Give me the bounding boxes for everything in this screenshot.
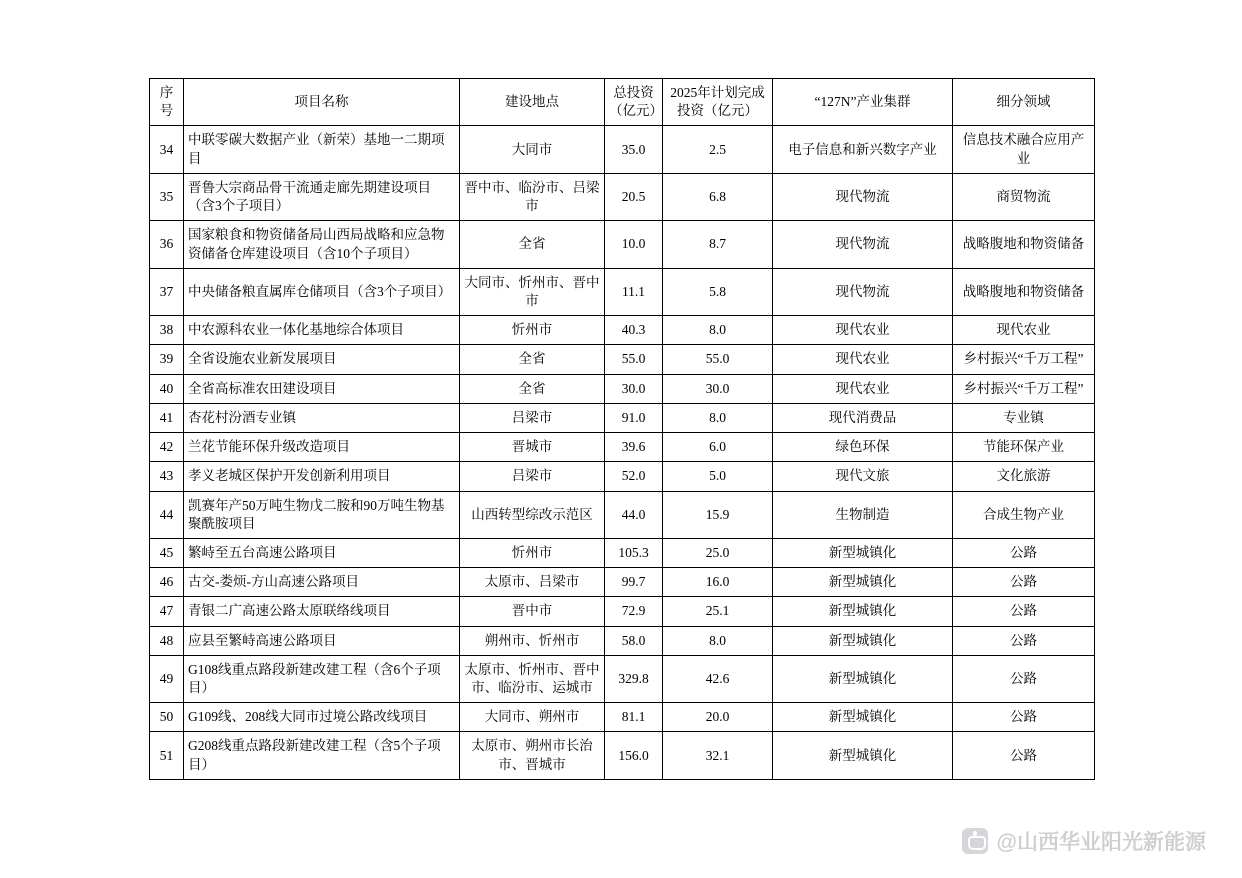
cell-field: 公路 [953,703,1095,732]
cell-location: 全省 [460,221,605,268]
cell-name: 繁峙至五台高速公路项目 [184,538,460,567]
cell-location: 全省 [460,374,605,403]
cell-seq: 48 [150,626,184,655]
cell-field: 乡村振兴“千万工程” [953,345,1095,374]
cell-field: 现代农业 [953,316,1095,345]
table-body [150,126,1095,779]
cell-total_investment: 35.0 [605,126,663,173]
column-header-name: 项目名称 [184,79,460,126]
table-row [150,345,1095,374]
cell-name: 孝义老城区保护开发创新利用项目 [184,462,460,491]
cell-field: 乡村振兴“千万工程” [953,374,1095,403]
cell-location: 晋城市 [460,433,605,462]
cell-name: G108线重点路段新建改建工程（含6个子项目） [184,655,460,702]
cell-name: G208线重点路段新建改建工程（含5个子项目） [184,732,460,779]
column-header-location: 建设地点 [460,79,605,126]
cell-field: 公路 [953,538,1095,567]
cell-name: 全省高标准农田建设项目 [184,374,460,403]
cell-location: 朔州市、忻州市 [460,626,605,655]
cell-name: G109线、208线大同市过境公路改线项目 [184,703,460,732]
table-row [150,491,1095,538]
cell-seq: 45 [150,538,184,567]
cell-cluster: 新型城镇化 [773,538,953,567]
cell-plan_2025: 8.0 [663,316,773,345]
cell-cluster: 现代物流 [773,173,953,220]
cell-field: 公路 [953,568,1095,597]
cell-name: 中农源科农业一体化基地综合体项目 [184,316,460,345]
cell-location: 忻州市 [460,316,605,345]
cell-location: 大同市、忻州市、晋中市 [460,268,605,315]
table-row [150,462,1095,491]
cell-total_investment: 81.1 [605,703,663,732]
cell-field: 节能环保产业 [953,433,1095,462]
project-investment-table [149,78,1095,780]
table-row [150,403,1095,432]
column-header-cluster: “127N”产业集群 [773,79,953,126]
cell-plan_2025: 32.1 [663,732,773,779]
cell-location: 太原市、朔州市长治市、晋城市 [460,732,605,779]
table-row [150,173,1095,220]
cell-plan_2025: 2.5 [663,126,773,173]
cell-location: 山西转型综改示范区 [460,491,605,538]
cell-cluster: 现代物流 [773,221,953,268]
table-row [150,268,1095,315]
cell-location: 吕梁市 [460,403,605,432]
cell-cluster: 新型城镇化 [773,655,953,702]
cell-seq: 38 [150,316,184,345]
cell-name: 全省设施农业新发展项目 [184,345,460,374]
cell-cluster: 现代物流 [773,268,953,315]
cell-field: 公路 [953,626,1095,655]
table-row [150,655,1095,702]
cell-field: 战略腹地和物资储备 [953,221,1095,268]
table-row [150,316,1095,345]
cell-location: 大同市、朔州市 [460,703,605,732]
cell-total_investment: 91.0 [605,403,663,432]
cell-total_investment: 10.0 [605,221,663,268]
cell-total_investment: 329.8 [605,655,663,702]
cell-plan_2025: 25.0 [663,538,773,567]
column-header-seq: 序号 [150,79,184,126]
cell-cluster: 现代农业 [773,316,953,345]
cell-seq: 44 [150,491,184,538]
cell-location: 大同市 [460,126,605,173]
cell-field: 文化旅游 [953,462,1095,491]
cell-name: 青银二广高速公路太原联络线项目 [184,597,460,626]
cell-seq: 51 [150,732,184,779]
cell-name: 晋鲁大宗商品骨干流通走廊先期建设项目（含3个子项目） [184,173,460,220]
cell-seq: 47 [150,597,184,626]
cell-field: 公路 [953,732,1095,779]
table-row [150,568,1095,597]
table-row [150,126,1095,173]
cell-seq: 50 [150,703,184,732]
cell-plan_2025: 30.0 [663,374,773,403]
cell-plan_2025: 6.0 [663,433,773,462]
cell-plan_2025: 15.9 [663,491,773,538]
cell-cluster: 新型城镇化 [773,732,953,779]
cell-name: 中联零碳大数据产业（新荣）基地一二期项目 [184,126,460,173]
column-header-total-investment: 总投资（亿元） [605,79,663,126]
cell-total_investment: 20.5 [605,173,663,220]
table-row [150,732,1095,779]
table-row [150,626,1095,655]
cell-location: 晋中市 [460,597,605,626]
cell-plan_2025: 16.0 [663,568,773,597]
cell-seq: 40 [150,374,184,403]
table-row [150,703,1095,732]
cell-cluster: 现代文旅 [773,462,953,491]
cell-cluster: 绿色环保 [773,433,953,462]
cell-total_investment: 40.3 [605,316,663,345]
cell-cluster: 新型城镇化 [773,703,953,732]
cell-field: 公路 [953,597,1095,626]
cell-location: 忻州市 [460,538,605,567]
cell-field: 公路 [953,655,1095,702]
column-header-field: 细分领域 [953,79,1095,126]
cell-plan_2025: 8.7 [663,221,773,268]
cell-seq: 49 [150,655,184,702]
table-row [150,374,1095,403]
cell-seq: 42 [150,433,184,462]
cell-total_investment: 72.9 [605,597,663,626]
cell-location: 太原市、忻州市、晋中市、临汾市、运城市 [460,655,605,702]
cell-total_investment: 99.7 [605,568,663,597]
cell-location: 晋中市、临汾市、吕梁市 [460,173,605,220]
cell-seq: 36 [150,221,184,268]
cell-field: 商贸物流 [953,173,1095,220]
cell-name: 中央储备粮直属库仓储项目（含3个子项目） [184,268,460,315]
cell-plan_2025: 42.6 [663,655,773,702]
cell-plan_2025: 25.1 [663,597,773,626]
cell-seq: 46 [150,568,184,597]
cell-plan_2025: 8.0 [663,626,773,655]
cell-total_investment: 105.3 [605,538,663,567]
cell-plan_2025: 5.8 [663,268,773,315]
cell-total_investment: 52.0 [605,462,663,491]
cell-plan_2025: 20.0 [663,703,773,732]
project-table-container [149,78,1094,780]
cell-seq: 34 [150,126,184,173]
cell-location: 全省 [460,345,605,374]
cell-total_investment: 30.0 [605,374,663,403]
cell-name: 古交-娄烦-方山高速公路项目 [184,568,460,597]
cell-field: 专业镇 [953,403,1095,432]
table-row [150,221,1095,268]
cell-cluster: 现代农业 [773,374,953,403]
cell-plan_2025: 8.0 [663,403,773,432]
cell-plan_2025: 55.0 [663,345,773,374]
cell-field: 战略腹地和物资储备 [953,268,1095,315]
cell-total_investment: 44.0 [605,491,663,538]
cell-location: 太原市、吕梁市 [460,568,605,597]
cell-seq: 39 [150,345,184,374]
cell-plan_2025: 6.8 [663,173,773,220]
cell-field: 合成生物产业 [953,491,1095,538]
cell-location: 吕梁市 [460,462,605,491]
cell-field: 信息技术融合应用产业 [953,126,1095,173]
cell-name: 应县至繁峙高速公路项目 [184,626,460,655]
watermark-handle: @山西华业阳光新能源 [996,831,1206,854]
cell-plan_2025: 5.0 [663,462,773,491]
table-row [150,433,1095,462]
cell-cluster: 现代消费品 [773,403,953,432]
cell-seq: 35 [150,173,184,220]
cell-cluster: 生物制造 [773,491,953,538]
cell-seq: 41 [150,403,184,432]
table-row [150,597,1095,626]
cell-seq: 43 [150,462,184,491]
cell-total_investment: 156.0 [605,732,663,779]
cell-seq: 37 [150,268,184,315]
weibo-logo-icon [962,828,988,854]
cell-cluster: 电子信息和新兴数字产业 [773,126,953,173]
cell-name: 国家粮食和物资储备局山西局战略和应急物资储备仓库建设项目（含10个子项目） [184,221,460,268]
cell-total_investment: 55.0 [605,345,663,374]
table-header-row [150,79,1095,126]
cell-cluster: 新型城镇化 [773,626,953,655]
cell-total_investment: 11.1 [605,268,663,315]
cell-name: 杏花村汾酒专业镇 [184,403,460,432]
cell-total_investment: 39.6 [605,433,663,462]
cell-cluster: 现代农业 [773,345,953,374]
cell-name: 兰花节能环保升级改造项目 [184,433,460,462]
table-row [150,538,1095,567]
watermark [962,826,1206,856]
cell-total_investment: 58.0 [605,626,663,655]
cell-cluster: 新型城镇化 [773,597,953,626]
cell-name: 凯赛年产50万吨生物戊二胺和90万吨生物基聚酰胺项目 [184,491,460,538]
table-header [150,79,1095,126]
column-header-plan-2025: 2025年计划完成投资（亿元） [663,79,773,126]
cell-cluster: 新型城镇化 [773,568,953,597]
